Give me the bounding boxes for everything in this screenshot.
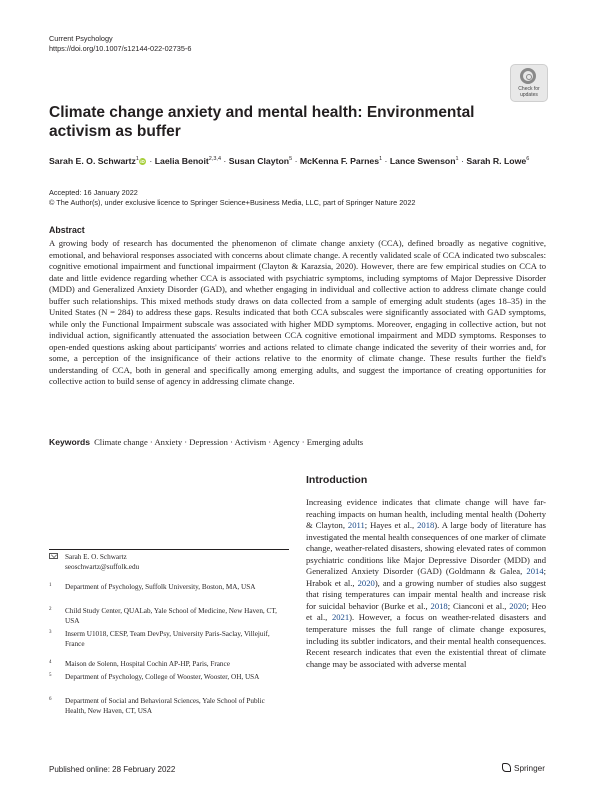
publisher-name: Springer <box>514 764 545 773</box>
introduction-text <box>306 497 546 670</box>
author-separator: · <box>221 156 229 166</box>
affiliation-text: Department of Psychology, College of Wooster, Wooster, OH, USA <box>65 673 260 681</box>
citation-link[interactable]: 2011 <box>347 520 365 531</box>
paragraph-text: ). A large body of literature has investigated the mental health consequences of one marker of climate change, weather-related disasters, showing elevated rates of common psychiatric conditions like Major Depressive Disorder (MDD) and Generalized Anxiety Disorder (GAD) (Goldmann & Galea, <box>306 520 547 577</box>
citation-link[interactable]: 2021 <box>331 612 350 623</box>
doi-link[interactable]: https://doi.org/10.1007/s12144-022-02735-6 <box>49 43 192 53</box>
paragraph-text: ; Hayes et al., <box>364 520 418 531</box>
paragraph-text: Increasing evidence indicates that climate change will have far-reaching impacts on human health, including mental health (Doherty & Clayton, <box>306 497 546 531</box>
paragraph-text: ; Heo et al., <box>306 600 546 623</box>
affiliation-text: Maison de Solenn, Hospital Cochin AP-HP, Paris, France <box>65 660 230 668</box>
author-affiliation-marker: 2,3,4 <box>208 156 222 163</box>
footnote-divider <box>49 549 289 550</box>
author-name: McKenna F. Parnes <box>299 156 380 166</box>
check-for-updates-badge[interactable] <box>510 64 548 102</box>
accepted-date: Accepted: 16 January 2022 <box>49 188 138 197</box>
author-affiliation-marker: 5 <box>289 156 293 163</box>
affiliation-number: 2 <box>49 607 52 612</box>
affiliation-text: Department of Social and Behavioral Sciences, Yale School of Public Health, New Haven, CT, USA <box>65 697 265 715</box>
envelope-icon <box>49 553 58 559</box>
affiliation-text: Department of Psychology, Suffolk University, Boston, MA, USA <box>65 583 256 591</box>
orcid-icon[interactable]: iD <box>140 159 145 164</box>
author-separator: · <box>146 156 155 166</box>
author-separator: · <box>292 156 300 166</box>
article-dates <box>49 188 415 208</box>
keywords-heading: Keywords <box>49 437 91 447</box>
citation-link[interactable]: 2014 <box>526 566 544 577</box>
paragraph-text: ). However, a focus on weather-related disasters and temperature misses the full range of climate change exposures, including its subtler indicators, and their mental health consequences. Recent research indicates that even the existential threat of climate change may be associated with adverse mental <box>306 612 547 669</box>
author-separator: · <box>382 156 390 166</box>
correspondence <box>49 553 140 571</box>
check-for-updates-label: Check for updates <box>518 86 540 98</box>
affiliation-number: 6 <box>49 697 52 702</box>
publisher-logo <box>502 763 545 773</box>
citation-link[interactable]: 2018 <box>417 520 435 531</box>
copyright-line: © The Author(s), under exclusive licence to Springer Science+Business Media, LLC, part of Springer Nature 2022 <box>49 198 416 207</box>
journal-name: Current Psychology <box>49 34 113 43</box>
journal-header <box>49 34 191 53</box>
paragraph-text: ; Hrabok et al., <box>306 566 546 588</box>
abstract-heading: Abstract <box>49 225 85 235</box>
keywords <box>49 437 363 447</box>
affiliation-number: 3 <box>49 630 52 635</box>
check-for-updates-icon <box>520 68 536 84</box>
introduction-heading: Introduction <box>306 474 368 486</box>
author-name: Sarah R. Lowe <box>466 156 527 166</box>
corresponding-email[interactable]: seoschwartz@suffolk.edu <box>65 562 140 571</box>
author-affiliation-marker: 1 <box>379 156 383 163</box>
author-name: Lance Swenson <box>389 156 456 166</box>
author-affiliation-marker: 1 <box>135 156 139 163</box>
author-name: Laelia Benoit <box>154 156 209 166</box>
published-online: Published online: 28 February 2022 <box>49 765 176 774</box>
citation-link[interactable]: 2020 <box>357 577 375 588</box>
affiliation-number: 4 <box>49 660 52 665</box>
affiliation-text: Inserm U1018, CESP, Team DevPsy, University Paris-Saclay, Villejuif, France <box>65 630 270 648</box>
affiliation-number: 5 <box>49 673 52 678</box>
springer-horse-icon <box>502 763 511 772</box>
author-affiliation-marker: 6 <box>526 156 530 163</box>
paragraph-text: ), and a growing number of studies also suggest that rising temperatures can impair mental health and increase risk for suicidal behavior (Burke et al., <box>306 577 546 611</box>
affiliation-number: 1 <box>49 583 52 588</box>
affiliation-text: Child Study Center, QUALab, Yale School of Medicine, New Haven, CT, USA <box>65 607 277 625</box>
author-name: Sarah E. O. Schwartz <box>49 156 136 166</box>
author-affiliation-marker: 1 <box>455 156 459 163</box>
citation-link[interactable]: 2018 <box>430 600 448 611</box>
author-name: Susan Clayton <box>228 156 290 166</box>
author-list <box>49 156 559 166</box>
keywords-list: Climate change · Anxiety · Depression · Activism · Agency · Emerging adults <box>94 437 364 447</box>
author-separator: · <box>458 156 467 166</box>
paragraph-text: ; Cianconi et al., <box>447 600 510 611</box>
corresponding-author: Sarah E. O. Schwartz <box>65 553 127 561</box>
article-title: Climate change anxiety and mental health: Environmental activism as buffer <box>49 104 475 140</box>
citation-link[interactable]: 2020 <box>509 600 527 611</box>
abstract-text: A growing body of research has documented the phenomenon of climate change anxiety (CCA), defined broadly as negative cognitive, emotional, and behavioral responses associated with concerns about climate change. A recently validated scale of CCA indicated two subscales: cognitive emotional impairment and functional impairment (Clayton & Karazsia, 2020). However, there are few empirical studies on CCA to date and little evidence regarding whether CCA is associated with psychiatric symptoms, including symptoms of Major Depressive Disorder (MDD) and Generalized Anxiety Disorder (GAD), and whether engaging in individual and collective action to address climate change could buffer such relationships. This mixed methods study draws on data collected from a sample of emerging adult students (ages 18–35) in the United States (N = 284) to address these gaps. Results indicated that both CCA subscales were significantly associated with GAD symptoms, while only the Functional Impairment subscale was associated with higher MDD symptoms. Moreover, engaging in collective action, but not individual action, significantly attenuated the association between CCA cognitive emotional impairment and MDD symptoms. Responses to open-ended questions asking about participants' worries and actions related to climate change indicated the severity of their worries and, for some, a perception of the insignificance of their actions relative to the enormity of climate change. These results further the field's understanding of CCA, both in general and specifically among emerging adults, and suggest the importance of creating opportunities for collective action to build sense of agency in addressing climate change. <box>49 238 546 386</box>
